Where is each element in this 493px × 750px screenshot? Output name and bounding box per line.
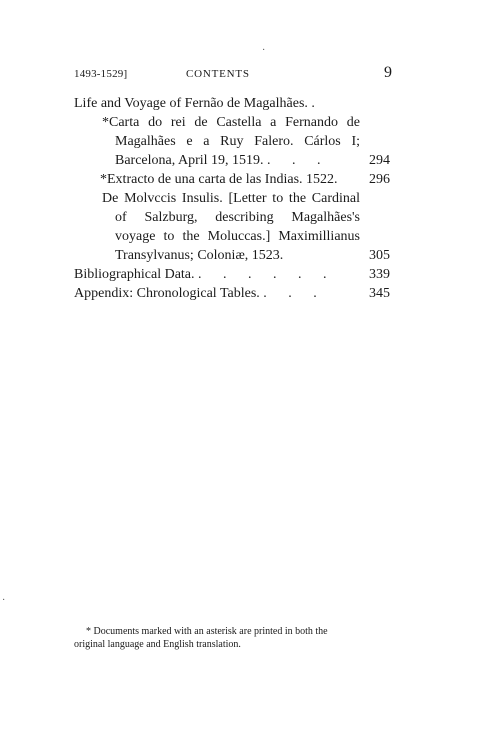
stray-mark: ·	[2, 595, 6, 606]
toc-page-number: 345	[369, 286, 390, 301]
header-date-range: 1493-1529]	[74, 68, 128, 80]
toc-entry-text: Bibliographical Data. . . . . . .	[74, 267, 336, 282]
toc-entry-carta	[74, 113, 390, 170]
page-number: 9	[384, 64, 392, 81]
footnote	[74, 625, 390, 651]
toc-entry-text: *Extracto de una carta de las Indias. 1522.	[100, 172, 338, 187]
toc-entry-appendix	[74, 284, 390, 303]
toc-entry-bibliography	[74, 265, 390, 284]
footnote-line: * Documents marked with an asterisk are printed in both the	[86, 626, 328, 637]
toc-entry-text: Appendix: Chronological Tables. . . .	[74, 286, 326, 301]
toc-entry-extracto	[74, 170, 390, 189]
toc-page-number: 305	[369, 248, 390, 263]
running-header	[74, 66, 392, 82]
stray-mark: ·	[262, 45, 266, 56]
toc-page-number: 339	[369, 267, 390, 282]
page-title: CONTENTS	[186, 68, 250, 80]
toc-entry-text: De Molvccis Insulis. [Letter to the Cardinal of Salzburg, describing Magalhães's voyage to the Moluccas.] Maximillianus Transylvanus; Coloniæ, 1523.	[102, 191, 360, 263]
footnote-line: original language and English translation.	[74, 639, 241, 650]
toc-page-number: 294	[369, 153, 390, 168]
toc-entry-molvccis	[74, 189, 390, 265]
table-of-contents	[74, 94, 390, 303]
toc-entry-text: *Carta do rei de Castella a Fernando de Magalhães e a Ruy Falero. Cárlos I; Barcelona, April 19, 1519. . . .	[102, 115, 360, 168]
toc-entry-magalhaes	[74, 94, 390, 113]
toc-entry-text: Life and Voyage of Fernão de Magalhães. .	[74, 96, 324, 111]
toc-page-number: 296	[369, 172, 390, 187]
